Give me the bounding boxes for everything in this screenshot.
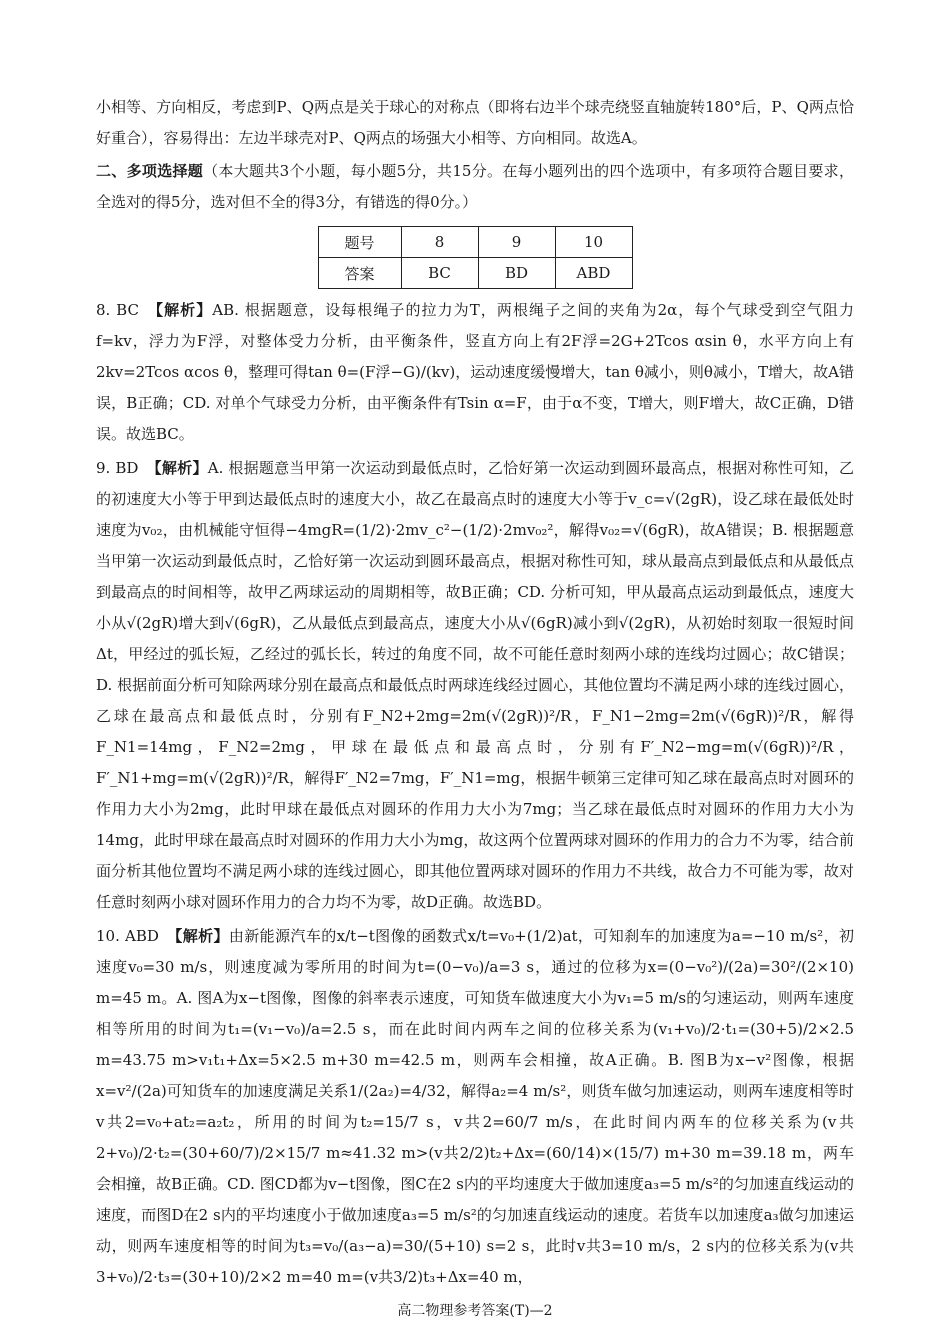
page-content (96, 92, 854, 1293)
table-cell: BC (401, 258, 478, 289)
item-text: A. 根据题意当甲第一次运动到最低点时，乙恰好第一次运动到圆环最高点，根据对称性可知，乙的初速度大小等于甲到达最低点时的速度大小，故乙在最高点时的速度大小等于v_c=√(2gR)，设乙球在最低处时速度为v₀₂，由机械能守恒得−4mgR=(1/2)·2mv_c²−(1/2)·2mv₀₂²，解得v₀₂=√(6gR)，故A错误；B. 根据题意当甲第一次运动到最低点时，乙恰好第一次运动到圆环最高点，根据对称性可知，球从最高点到最低点和从最低点到最高点的时间相等，故甲乙两球运动的周期相等，故B正确；CD. 分析可知，甲从最高点运动到最低点，速度大小从√(2gR)增大到√(6gR)，乙从最低点到最高点，速度大小从√(6gR)减小到√(2gR)，从初始时刻取一很短时间Δt，甲经过的弧长短，乙经过的弧长长，转过的角度不同，故不可能任意时刻两小球的连线均过圆心；故C错误；D. 根据前面分析可知除两球分别在最高点和最低点时两球连线经过圆心，其他位置均不满足两小球的连线过圆心，乙球在最高点和最低点时，分别有F_N2+2mg=2m(√(2gR))²/R，F_N1−2mg=2m(√(6gR))²/R，解得F_N1=14mg，F_N2=2mg，甲球在最低点和最高点时，分别有F′_N2−mg=m(√(6gR))²/R，F′_N1+mg=m(√(2gR))²/R，解得F′_N2=7mg，F′_N1=mg，根据牛顿第三定律可知乙球在最高点时对圆环的作用力大小为2mg，此时甲球在最低点对圆环的作用力大小为7mg；当乙球在最低点时对圆环的作用力大小为14mg，此时甲球在最高点时对圆环的作用力大小为mg，故这两个位置两球对圆环的作用力的合力不为零，结合前面分析其他位置均不满足两小球的连线过圆心，即其他位置两球对圆环的作用力不共线，故合力不可能为零，故对任意时刻两小球对圆环作用力的合力均不为零，故D正确。故选BD。 (96, 459, 854, 911)
answer-item-9 (96, 453, 854, 918)
table-cell: BD (478, 258, 555, 289)
analysis-tag: 【解析】 (146, 459, 208, 477)
table-cell: 9 (478, 227, 555, 258)
section-title: 二、多项选择题 (96, 162, 204, 180)
table-cell: 10 (555, 227, 632, 258)
answer-table (318, 226, 633, 289)
table-cell: 8 (401, 227, 478, 258)
answer-item-10 (96, 921, 854, 1293)
analysis-tag: 【解析】 (146, 301, 213, 319)
analysis-tag: 【解析】 (166, 927, 229, 945)
table-cell: 题号 (318, 227, 401, 258)
intro-paragraph: 小相等、方向相反，考虑到P、Q两点是关于球心的对称点（即将右边半个球壳绕竖直轴旋转180°后，P、Q两点恰好重合），容易得出：左边半球壳对P、Q两点的场强大小相等、方向相同。故选A。 (96, 98, 854, 147)
table-cell: ABD (555, 258, 632, 289)
item-text: 由新能源汽车的x/t−t图像的函数式x/t=v₀+(1/2)at，可知刹车的加速度为a=−10 m/s²，初速度v₀=30 m/s，则速度减为零所用的时间为t=(0−v₀)/a=3 s，通过的位移为x=(0−v₀²)/(2a)=30²/(2×10) m=45 m。A. 图A为x−t图像，图像的斜率表示速度，可知货车做速度大小为v₁=5 m/s的匀速运动，则两车速度相等所用的时间为t₁=(v₁−v₀)/a=2.5 s，而在此时间内两车之间的位移关系为(v₁+v₀)/2·t₁=(30+5)/2×2.5 m=43.75 m>v₁t₁+Δx=5×2.5 m+30 m=42.5 m，则两车会相撞，故A正确。B. 图B为x−v²图像，根据x=v²/(2a)可知货车的加速度满足关系1/(2a₂)=4/32，解得a₂=4 m/s²，则货车做匀加速运动，则两车速度相等时v共2=v₀+at₂=a₂t₂，所用的时间为t₂=15/7 s，v共2=60/7 m/s，在此时间内两车的位移关系为(v共2+v₀)/2·t₂=(30+60/7)/2×15/7 m≈41.32 m>(v共2/2)t₂+Δx=(60/14)×(15/7) m+30 m=39.18 m，两车会相撞，故B正确。CD. 图CD都为v−t图像，图C在2 s内的平均速度大于做加速度a₃=5 m/s²的匀加速直线运动的速度，而图D在2 s内的平均速度小于做加速度a₃=5 m/s²的匀加速直线运动的速度。若货车以加速度a₃做匀加速运动，则两车速度相等的时间为t₃=v₀/(a₃−a)=30/(5+10) s=2 s，此时v共3=10 m/s，2 s内的位移关系为(v共3+v₀)/2·t₃=(30+10)/2×2 m=40 m=(v共3/2)t₃+Δx=40 m， (96, 927, 854, 1286)
answer-table-answer-row (318, 258, 632, 289)
item-number: 10. ABD (96, 927, 159, 945)
table-cell: 答案 (318, 258, 401, 289)
answer-table-header-row (318, 227, 632, 258)
item-number: 8. BC (96, 301, 139, 319)
section-heading (96, 156, 854, 218)
item-number: 9. BD (96, 459, 139, 477)
item-text: AB. 根据题意，设每根绳子的拉力为T，两根绳子之间的夹角为2α，每个气球受到空气阻力f=kv，浮力为F浮，对整体受力分析，由平衡条件，竖直方向上有2F浮=2G+2Tcos αsin θ，水平方向上有2kv=2Tcos αcos θ，整理可得tan θ=(F浮−G)/(kv)，运动速度缓慢增大，tan θ减小，则θ减小，T增大，故A错误，B正确；CD. 对单个气球受力分析，由平衡条件有Tsin α=F，由于α不变，T增大，则F增大，故C正确，D错误。故选BC。 (96, 301, 855, 443)
section-description: （本大题共3个小题，每小题5分，共15分。在每小题列出的四个选项中，有多项符合题目要求，全选对的得5分，选对但不全的得3分，有错选的得0分。） (96, 162, 854, 211)
answer-item-8 (96, 295, 854, 450)
page-footer: 高二物理参考答案(T)—2 (397, 1303, 553, 1319)
